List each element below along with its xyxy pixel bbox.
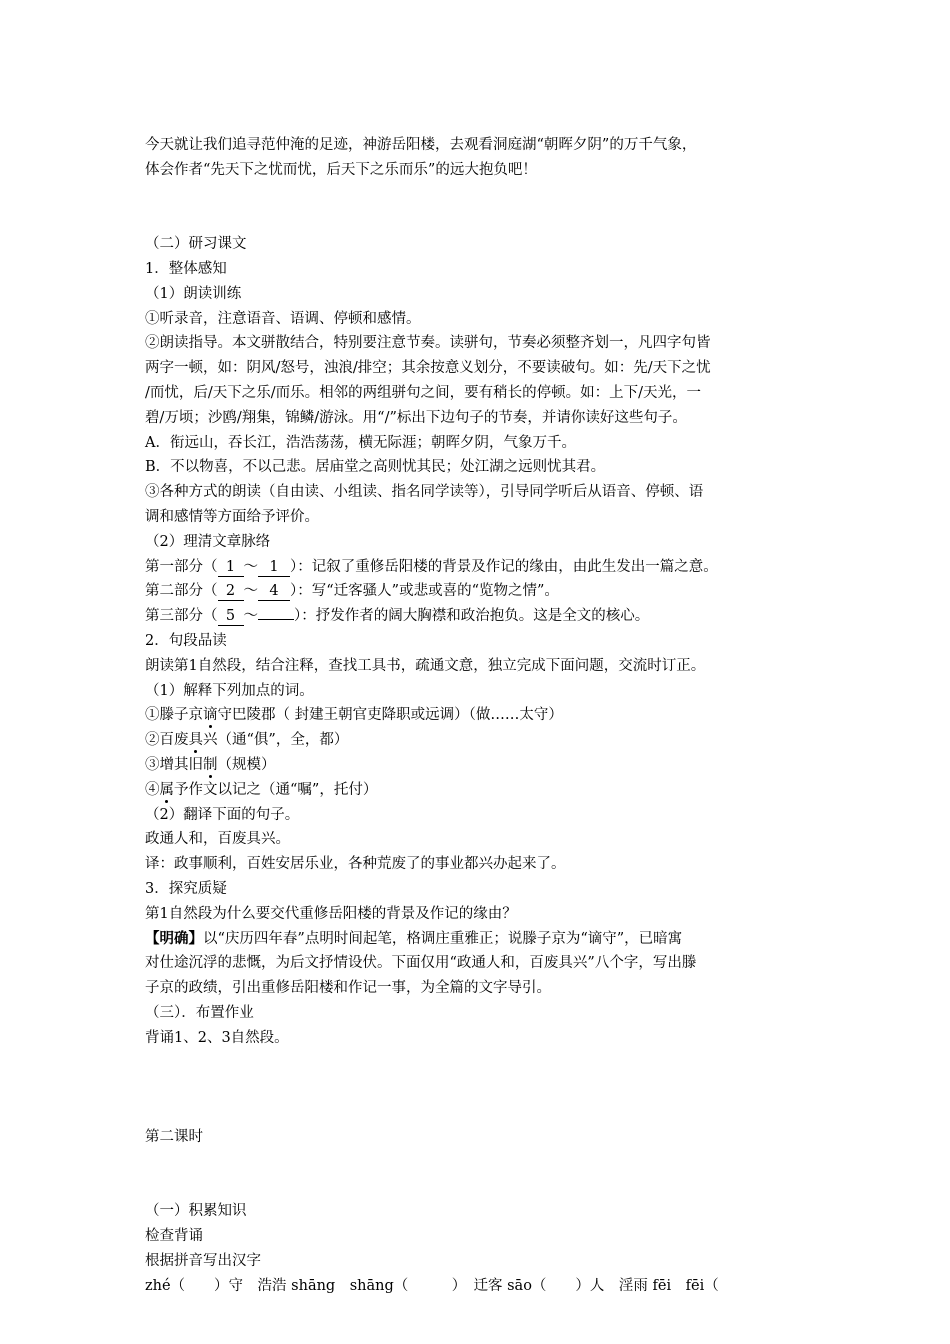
exercise-sentence-b: B．不以物喜，不以己悲。居庙堂之高则忧其民；处江湖之远则忧其君。 <box>145 459 606 476</box>
word-item-text: ②百废 <box>145 732 189 749</box>
part-range-to-blank: 1 <box>258 558 290 577</box>
reading-item-3-line: ③各种方式的朗读（自由读、小组读、指名同学读等），引导同学听后从语音、停顿、语 <box>145 484 704 501</box>
spacer <box>145 1100 810 1125</box>
word-item-text: 守巴陵郡（ 封建王朝官吏降职或远调）（做……太守） <box>217 707 563 724</box>
part-range-from-blank: 5 <box>218 607 244 626</box>
inquiry-question: 第1自然段为什么要交代重修岳阳楼的背景及作记的缘由？ <box>145 905 517 922</box>
document-page <box>145 133 810 1298</box>
subheading-inquiry: 3．探究质疑 <box>145 880 227 897</box>
section-title-study: （二）研习课文 <box>145 236 247 253</box>
answer-text: 以“庆历四年春”点明时间起笔，格调庄重雅正；说滕子京为“谪守”，已暗寓 <box>203 930 683 947</box>
intro-line-2: 体会作者“先天下之忧而忧，后天下之乐而乐”的远大抱负吧！ <box>145 161 537 178</box>
word-item-text: ④ <box>145 781 160 798</box>
intro-line-1: 今天就让我们追寻范仲淹的足迹，神游岳阳楼，去观看洞庭湖“朝晖夕阴”的万千气象， <box>145 137 697 153</box>
part-range-from-blank: 2 <box>218 582 244 601</box>
word-item-text: 予作文以记之（通“嘱”，托付） <box>174 781 378 798</box>
pinyin-instruction: 根据拼音写出汉字 <box>145 1252 261 1269</box>
dotted-word: 具 <box>188 732 203 749</box>
part-description: ）：抒发作者的阔大胸襟和政治抱负。这是全文的核心。 <box>294 608 650 625</box>
part-range-to-blank: 4 <box>258 582 290 601</box>
word-item-4 <box>145 778 810 803</box>
word-item-text: （规模） <box>217 756 276 773</box>
reading-instructions: 朗读第1自然段，结合注释，查找工具书，疏通文意，独立完成下面问题，交流时订正。 <box>145 657 706 674</box>
spacer <box>145 1050 810 1100</box>
reading-item-2-line: ②朗读指导。本文骈散结合，特别要注意节奏。读骈句，节奏必须整齐划一，凡四字句皆 <box>145 335 711 352</box>
reading-item-1: ①听录音，注意语音、语调、停顿和感情。 <box>145 310 421 327</box>
question-explain-words: （1）解释下列加点的词。 <box>145 682 314 699</box>
dotted-word: 属 <box>159 781 174 798</box>
homework-text: 背诵1、2、3自然段。 <box>145 1029 289 1046</box>
subheading-overall: 1．整体感知 <box>145 260 227 277</box>
word-item-text: 兴（通“俱”，全，都） <box>203 732 349 749</box>
part-label: 第二部分（ <box>145 583 218 600</box>
reading-item-2-line: 碧/万顷；沙鸥/翔集，锦鳞/游泳。用“/”标出下边句子的节奏，并请你读好这些句子。 <box>145 409 687 426</box>
section-title-homework: （三）．布置作业 <box>145 1004 254 1021</box>
spacer <box>145 183 810 233</box>
word-item-text: ①滕子京 <box>145 707 203 724</box>
translation: 译：政事顺利，百姓安居乐业，各种荒废了的事业都兴办起来了。 <box>145 856 566 873</box>
lesson-two-title: 第二课时 <box>145 1128 203 1145</box>
range-separator: ～ <box>243 583 258 600</box>
word-item-3 <box>145 753 810 778</box>
answer-line-2: 对仕途沉浮的悲慨，为后文抒情设伏。下面仅用“政通人和，百废具兴”八个字，写出滕 <box>145 955 697 972</box>
check-recitation: 检查背诵 <box>145 1228 203 1245</box>
exercise-sentence-a: A．衔远山，吞长江，浩浩荡荡，横无际涯；朝晖夕阴，气象万千。 <box>145 434 576 451</box>
question-translate: （2）翻译下面的句子。 <box>145 806 300 823</box>
word-item-text: ③增其旧 <box>145 756 203 773</box>
part-range-to-blank <box>258 619 294 620</box>
part-two-row <box>145 579 810 604</box>
subheading-sentence-reading: 2．句段品读 <box>145 632 227 649</box>
part-label: 第三部分（ <box>145 608 218 625</box>
part-range-from-blank: 1 <box>218 558 244 577</box>
reading-item-3-line: 调和感情等方面给予评价。 <box>145 508 319 525</box>
range-separator: ～ <box>243 558 258 575</box>
part-description: ）：写“迁客骚人”或悲或喜的“览物之情”。 <box>290 583 559 600</box>
answer-line-3: 子京的政绩，引出重修岳阳楼和作记一事，为全篇的文字导引。 <box>145 980 551 997</box>
answer-tag: 【明确】 <box>145 929 203 947</box>
source-sentence: 政通人和，百废具兴。 <box>145 831 290 848</box>
dotted-word: 谪 <box>203 707 218 724</box>
reading-item-2-line: 两字一顿，如：阴风/怒号，浊浪/排空；其余按意义划分，不要读破句。如：先/天下之忧 <box>145 360 711 377</box>
answer-line-1 <box>145 927 810 952</box>
section-title-accumulate: （一）积累知识 <box>145 1203 247 1220</box>
part-one-row <box>145 555 810 580</box>
dotted-word: 制 <box>203 756 218 773</box>
structure-heading: （2）理清文章脉络 <box>145 533 271 550</box>
range-separator: ～ <box>243 608 258 625</box>
word-item-1 <box>145 703 810 728</box>
part-three-row <box>145 604 810 629</box>
part-label: 第一部分（ <box>145 558 218 575</box>
pinyin-exercise: zhé（ ）守 浩浩 shāng shāng（ ） 迁客 sāo（ ）人 淫雨 fēi fēi（ <box>145 1277 719 1294</box>
word-item-2 <box>145 728 810 753</box>
reading-item-2-line: /而忧，后/天下之乐/而乐。相邻的两组骈句之间，要有稍长的停顿。如：上下/天光，一 <box>145 384 702 401</box>
part-description: ）：记叙了重修岳阳楼的背景及作记的缘由，由此生发出一篇之意。 <box>290 558 718 575</box>
reading-training-heading: （1）朗读训练 <box>145 285 242 302</box>
spacer <box>145 1150 810 1200</box>
